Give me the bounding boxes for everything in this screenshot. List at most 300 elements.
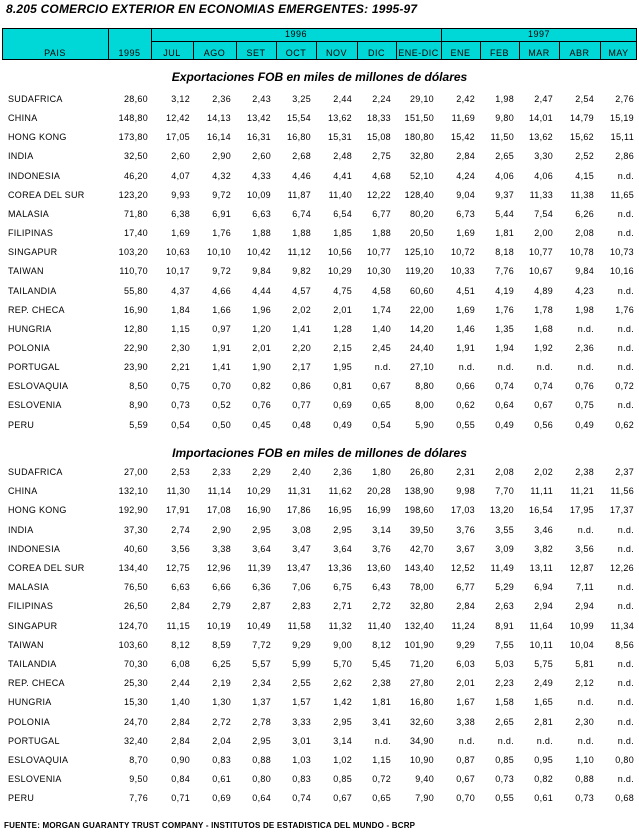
value-cell: 0,67 — [534, 400, 553, 411]
value-cell: 10,17 — [165, 266, 190, 277]
value-cell: 76,50 — [123, 582, 148, 593]
exports-row — [0, 228, 639, 247]
value-cell: 173,80 — [118, 132, 148, 143]
country-name: POLONIA — [8, 716, 51, 727]
country-name: INDONESIA — [8, 170, 61, 181]
value-cell: 2,90 — [212, 524, 231, 535]
value-cell: 80,20 — [409, 208, 434, 219]
value-cell: 124,70 — [118, 620, 148, 631]
value-cell: 1,03 — [292, 755, 311, 765]
value-cell: 27,80 — [409, 678, 434, 689]
value-cell: 2,87 — [252, 601, 271, 612]
value-cell: 11,40 — [367, 620, 391, 631]
value-cell: 0,95 — [534, 755, 553, 765]
value-cell: 20,28 — [366, 486, 391, 497]
imports-row — [0, 525, 639, 544]
value-cell: 10,56 — [327, 247, 352, 258]
header-month-dic: DIC — [368, 48, 385, 58]
value-cell: 125,10 — [404, 247, 434, 258]
value-cell: n.d. — [617, 697, 634, 708]
value-cell: 0,82 — [252, 381, 271, 392]
value-cell: 4,89 — [534, 285, 553, 296]
value-cell: 6,08 — [171, 659, 190, 669]
header-1995: 1995 — [118, 48, 141, 58]
value-cell: 8,18 — [495, 247, 514, 258]
value-cell: 15,08 — [366, 132, 391, 143]
value-cell: 101,90 — [404, 639, 434, 650]
value-cell: 27,00 — [123, 467, 148, 477]
value-cell: 1,65 — [534, 697, 553, 708]
country-name: POLONIA — [8, 342, 51, 353]
country-name: CHINA — [8, 113, 38, 124]
value-cell: 22,00 — [409, 304, 434, 315]
value-cell: 5,45 — [372, 659, 391, 669]
value-cell: 0,70 — [456, 793, 475, 804]
exports-row — [0, 209, 639, 228]
value-cell: 0,52 — [212, 400, 231, 411]
value-cell: 14,13 — [206, 113, 231, 124]
value-cell: 11,24 — [451, 620, 475, 631]
value-cell: 7,06 — [292, 582, 311, 593]
value-cell: 20,50 — [409, 228, 434, 239]
value-cell: 5,44 — [495, 208, 514, 219]
value-cell: 2,36 — [575, 342, 594, 353]
value-cell: 1,81 — [495, 228, 514, 239]
value-cell: 2,62 — [333, 678, 352, 689]
value-cell: 15,62 — [569, 132, 594, 143]
value-cell: n.d. — [617, 735, 634, 746]
value-cell: 0,61 — [212, 774, 231, 785]
value-cell: 0,90 — [171, 755, 190, 765]
country-name: INDONESIA — [8, 543, 61, 554]
value-cell: 2,15 — [333, 342, 352, 353]
value-cell: 5,03 — [495, 659, 514, 669]
value-cell: 2,72 — [212, 716, 231, 727]
value-cell: 4,07 — [171, 170, 190, 181]
value-cell: 1,88 — [292, 228, 311, 239]
value-cell: 5,75 — [534, 659, 553, 669]
header-month-jul: JUL — [163, 48, 181, 58]
imports-row — [0, 621, 639, 640]
value-cell: 9,80 — [495, 113, 514, 124]
value-cell: 2,54 — [575, 94, 594, 104]
value-cell: 7,76 — [129, 793, 148, 804]
value-cell: 4,41 — [333, 170, 352, 181]
value-cell: 2,21 — [171, 362, 190, 373]
value-cell: 2,08 — [575, 228, 594, 239]
value-cell: 0,75 — [575, 400, 594, 411]
value-cell: n.d. — [617, 400, 634, 411]
imports-row — [0, 486, 639, 505]
exports-row — [0, 400, 639, 419]
value-cell: n.d. — [617, 342, 634, 353]
exports-heading: Exportaciones FOB en miles de millones de dólares — [171, 70, 468, 84]
value-cell: 46,20 — [123, 170, 148, 181]
value-cell: 34,90 — [409, 735, 434, 746]
value-cell: 4,15 — [575, 170, 594, 181]
value-cell: 8,91 — [495, 620, 514, 631]
value-cell: 6,26 — [575, 208, 594, 219]
value-cell: 3,46 — [534, 524, 553, 535]
country-name: ESLOVENIA — [8, 400, 62, 411]
value-cell: 6,94 — [534, 582, 553, 593]
value-cell: n.d. — [374, 362, 391, 373]
imports-heading: Importaciones FOB en miles de millones de dólares — [172, 446, 467, 460]
value-cell: 6,75 — [333, 582, 352, 593]
value-cell: 10,49 — [246, 620, 271, 631]
country-name: ESLOVAQUIA — [8, 381, 69, 392]
value-cell: 1,78 — [534, 304, 553, 315]
value-cell: 11,12 — [287, 247, 311, 258]
value-cell: 12,22 — [366, 189, 391, 200]
value-cell: 11,50 — [490, 132, 514, 143]
value-cell: 16,80 — [409, 697, 434, 708]
value-cell: 12,80 — [123, 323, 148, 334]
value-cell: 5,59 — [129, 419, 148, 430]
value-cell: 0,69 — [333, 400, 352, 411]
country-name: TAILANDIA — [8, 285, 57, 296]
table-header — [2, 28, 637, 60]
value-cell: 2,71 — [333, 601, 352, 612]
value-cell: 2,44 — [333, 94, 352, 104]
value-cell: n.d. — [577, 735, 594, 746]
value-cell: 0,88 — [252, 755, 271, 765]
exports-row — [0, 266, 639, 285]
value-cell: 3,55 — [495, 524, 514, 535]
value-cell: 10,67 — [528, 266, 553, 277]
value-cell: 2,94 — [575, 601, 594, 612]
header-month-ene-dic: ENE-DIC — [398, 48, 439, 58]
value-cell: 3,47 — [292, 543, 311, 554]
value-cell: 1,30 — [212, 697, 231, 708]
value-cell: 7,76 — [495, 266, 514, 277]
value-cell: 2,30 — [171, 342, 190, 353]
value-cell: 2,84 — [456, 601, 475, 612]
value-cell: 2,42 — [456, 94, 475, 104]
country-name: FILIPINAS — [8, 601, 54, 612]
value-cell: 0,83 — [292, 774, 311, 785]
value-cell: 2,60 — [252, 151, 271, 162]
value-cell: 2,00 — [534, 228, 553, 239]
value-cell: 3,38 — [212, 543, 231, 554]
value-cell: 12,75 — [165, 563, 190, 573]
value-cell: 10,10 — [206, 247, 231, 258]
value-cell: 1,10 — [575, 755, 594, 765]
value-cell: 32,50 — [123, 151, 148, 162]
value-cell: 4,58 — [372, 285, 391, 296]
value-cell: 16,54 — [528, 505, 553, 516]
country-name: SINGAPUR — [8, 620, 58, 631]
value-cell: 11,14 — [207, 486, 231, 497]
value-cell: 11,58 — [287, 620, 311, 631]
value-cell: 3,38 — [456, 716, 475, 727]
value-cell: 8,90 — [129, 400, 148, 411]
exports-row — [0, 94, 639, 113]
value-cell: 1,76 — [615, 304, 634, 315]
value-cell: 2,75 — [372, 151, 391, 162]
value-cell: 2,95 — [333, 524, 352, 535]
value-cell: 1,92 — [534, 342, 553, 353]
value-cell: n.d. — [458, 735, 475, 746]
value-cell: 6,66 — [212, 582, 231, 593]
value-cell: 32,60 — [409, 716, 434, 727]
value-cell: 1,40 — [171, 697, 190, 708]
value-cell: 6,74 — [292, 208, 311, 219]
value-cell: 0,68 — [615, 793, 634, 804]
value-cell: 0,54 — [372, 419, 391, 430]
value-cell: 4,75 — [333, 285, 352, 296]
value-cell: 123,20 — [118, 189, 148, 200]
exports-row — [0, 286, 639, 305]
country-name: TAIWAN — [8, 639, 44, 650]
value-cell: 2,29 — [252, 467, 271, 477]
value-cell: 103,20 — [118, 247, 148, 258]
value-cell: 9,72 — [212, 266, 231, 277]
value-cell: 2,01 — [333, 304, 352, 315]
country-name: FILIPINAS — [8, 228, 54, 239]
value-cell: 15,11 — [610, 132, 634, 143]
country-name: PORTUGAL — [8, 362, 60, 373]
value-cell: 1,28 — [333, 323, 352, 334]
exports-row — [0, 190, 639, 209]
header-month-ene: ENE — [450, 48, 471, 58]
imports-row — [0, 793, 639, 812]
value-cell: n.d. — [617, 170, 634, 181]
exports-row — [0, 324, 639, 343]
value-cell: 3,41 — [372, 716, 391, 727]
value-cell: 0,74 — [534, 381, 553, 392]
value-cell: 0,49 — [333, 419, 352, 430]
value-cell: 0,48 — [292, 419, 311, 430]
imports-row — [0, 505, 639, 524]
value-cell: 4,32 — [212, 170, 231, 181]
value-cell: 11,87 — [287, 189, 311, 200]
value-cell: 26,50 — [123, 601, 148, 612]
value-cell: 1,68 — [534, 323, 553, 334]
country-name: HONG KONG — [8, 132, 67, 143]
value-cell: 2,04 — [212, 735, 231, 746]
value-cell: n.d. — [577, 362, 594, 373]
value-cell: 9,50 — [129, 774, 148, 785]
value-cell: 2,68 — [292, 151, 311, 162]
country-name: ESLOVAQUIA — [8, 755, 69, 765]
exports-row — [0, 362, 639, 381]
value-cell: 16,14 — [206, 132, 231, 143]
value-cell: 8,12 — [372, 639, 391, 650]
imports-row — [0, 563, 639, 582]
value-cell: 2,76 — [615, 94, 634, 104]
value-cell: 15,42 — [450, 132, 475, 143]
value-cell: 1,41 — [292, 323, 311, 334]
imports-row — [0, 678, 639, 697]
value-cell: 71,20 — [409, 659, 434, 669]
value-cell: 11,39 — [247, 563, 271, 573]
value-cell: 14,01 — [528, 113, 553, 124]
value-cell: 10,78 — [569, 247, 594, 258]
value-cell: 2,86 — [615, 151, 634, 162]
value-cell: 2,43 — [252, 94, 271, 104]
value-cell: 12,87 — [569, 563, 594, 573]
value-cell: 0,65 — [372, 793, 391, 804]
value-cell: 1,46 — [456, 323, 475, 334]
header-month-nov: NOV — [325, 48, 347, 58]
value-cell: 2,17 — [292, 362, 311, 373]
value-cell: n.d. — [617, 285, 634, 296]
value-cell: 151,50 — [404, 113, 434, 124]
value-cell: 70,30 — [123, 659, 148, 669]
value-cell: 2,12 — [575, 678, 594, 689]
country-name: SINGAPUR — [8, 247, 58, 258]
value-cell: 0,72 — [615, 381, 634, 392]
country-name: INDIA — [8, 524, 34, 535]
value-cell: 37,30 — [123, 524, 148, 535]
value-cell: 60,60 — [409, 285, 434, 296]
value-cell: 2,53 — [171, 467, 190, 477]
value-cell: 1,95 — [333, 362, 352, 373]
value-cell: 2,52 — [575, 151, 594, 162]
value-cell: 2,31 — [456, 467, 475, 477]
value-cell: n.d. — [617, 228, 634, 239]
value-cell: 11,40 — [328, 189, 352, 200]
country-name: HONG KONG — [8, 505, 67, 516]
table-title: 8.205 COMERCIO EXTERIOR EN ECONOMIAS EMERGENTES: 1995-97 — [6, 2, 418, 16]
value-cell: 7,54 — [534, 208, 553, 219]
value-cell: 15,31 — [327, 132, 352, 143]
value-cell: 71,80 — [123, 208, 148, 219]
value-cell: 10,29 — [327, 266, 352, 277]
header-month-set: SET — [246, 48, 266, 58]
value-cell: 1,85 — [333, 228, 352, 239]
value-cell: 10,19 — [206, 620, 231, 631]
value-cell: 2,24 — [372, 94, 391, 104]
value-cell: 8,59 — [212, 639, 231, 650]
exports-row — [0, 247, 639, 266]
value-cell: n.d. — [577, 697, 594, 708]
value-cell: 2,45 — [372, 342, 391, 353]
value-cell: 2,63 — [495, 601, 514, 612]
country-name: HUNGRIA — [8, 323, 52, 334]
value-cell: 0,67 — [333, 793, 352, 804]
value-cell: 6,54 — [333, 208, 352, 219]
value-cell: 78,00 — [409, 582, 434, 593]
value-cell: n.d. — [617, 208, 634, 219]
value-cell: 3,14 — [333, 735, 352, 746]
value-cell: 12,42 — [165, 113, 190, 124]
imports-row — [0, 640, 639, 659]
value-cell: n.d. — [617, 524, 634, 535]
value-cell: 4,51 — [456, 285, 475, 296]
value-cell: 3,56 — [171, 543, 190, 554]
value-cell: 0,67 — [456, 774, 475, 785]
value-cell: 10,11 — [529, 639, 553, 650]
value-cell: 10,30 — [366, 266, 391, 277]
value-cell: 15,54 — [286, 113, 311, 124]
value-cell: 52,10 — [409, 170, 434, 181]
value-cell: 5,29 — [495, 582, 514, 593]
value-cell: 0,87 — [456, 755, 475, 765]
value-cell: 0,67 — [372, 381, 391, 392]
exports-row — [0, 343, 639, 362]
value-cell: 13,20 — [489, 505, 514, 516]
country-name: COREA DEL SUR — [8, 189, 85, 200]
value-cell: 0,81 — [333, 381, 352, 392]
value-cell: 11,21 — [570, 486, 594, 497]
country-name: MALASIA — [8, 208, 50, 219]
country-name: HUNGRIA — [8, 697, 52, 708]
country-name: TAILANDIA — [8, 659, 57, 669]
value-cell: 4,23 — [575, 285, 594, 296]
value-cell: 6,63 — [171, 582, 190, 593]
value-cell: 13,36 — [327, 563, 352, 573]
value-cell: 1,98 — [495, 94, 514, 104]
value-cell: 132,40 — [404, 620, 434, 631]
exports-row — [0, 305, 639, 324]
value-cell: 0,86 — [292, 381, 311, 392]
value-cell: 128,40 — [404, 189, 434, 200]
value-cell: 4,37 — [171, 285, 190, 296]
value-cell: 2,34 — [252, 678, 271, 689]
value-cell: 3,67 — [456, 543, 475, 554]
value-cell: 32,80 — [409, 151, 434, 162]
value-cell: 4,33 — [252, 170, 271, 181]
country-name: CHINA — [8, 486, 38, 497]
value-cell: 2,44 — [171, 678, 190, 689]
value-cell: 2,84 — [456, 151, 475, 162]
value-cell: 6,63 — [252, 208, 271, 219]
value-cell: 2,94 — [534, 601, 553, 612]
value-cell: 2,84 — [171, 601, 190, 612]
value-cell: 3,82 — [534, 543, 553, 554]
header-month-ago: AGO — [203, 48, 226, 58]
value-cell: 12,96 — [206, 563, 231, 573]
value-cell: 3,12 — [171, 94, 190, 104]
value-cell: 6,36 — [252, 582, 271, 593]
value-cell: 2,60 — [171, 151, 190, 162]
value-cell: 10,04 — [569, 639, 594, 650]
value-cell: 2,48 — [333, 151, 352, 162]
value-cell: 2,23 — [495, 678, 514, 689]
imports-row — [0, 467, 639, 486]
value-cell: 23,90 — [123, 362, 148, 373]
value-cell: 0,64 — [495, 400, 514, 411]
value-cell: 2,01 — [456, 678, 475, 689]
value-cell: 8,12 — [171, 639, 190, 650]
value-cell: 11,11 — [530, 486, 553, 497]
value-cell: 1,15 — [372, 755, 391, 765]
value-cell: 7,90 — [415, 793, 434, 804]
value-cell: 132,10 — [118, 486, 148, 497]
value-cell: 1,20 — [252, 323, 271, 334]
value-cell: 17,08 — [206, 505, 231, 516]
value-cell: 1,88 — [372, 228, 391, 239]
value-cell: 26,80 — [409, 467, 434, 477]
value-cell: 1,40 — [372, 323, 391, 334]
value-cell: 25,30 — [123, 678, 148, 689]
value-cell: 0,54 — [171, 419, 190, 430]
value-cell: 0,66 — [456, 381, 475, 392]
value-cell: 0,72 — [372, 774, 391, 785]
value-cell: 1,37 — [252, 697, 271, 708]
value-cell: 17,03 — [450, 505, 475, 516]
value-cell: 5,90 — [415, 419, 434, 430]
value-cell: 12,52 — [450, 563, 475, 573]
value-cell: 2,65 — [495, 151, 514, 162]
value-cell: 13,60 — [366, 563, 391, 573]
country-name: SUDAFRICA — [8, 467, 63, 477]
header-month-feb: FEB — [489, 48, 509, 58]
value-cell: 1,96 — [252, 304, 271, 315]
value-cell: n.d. — [617, 362, 634, 373]
